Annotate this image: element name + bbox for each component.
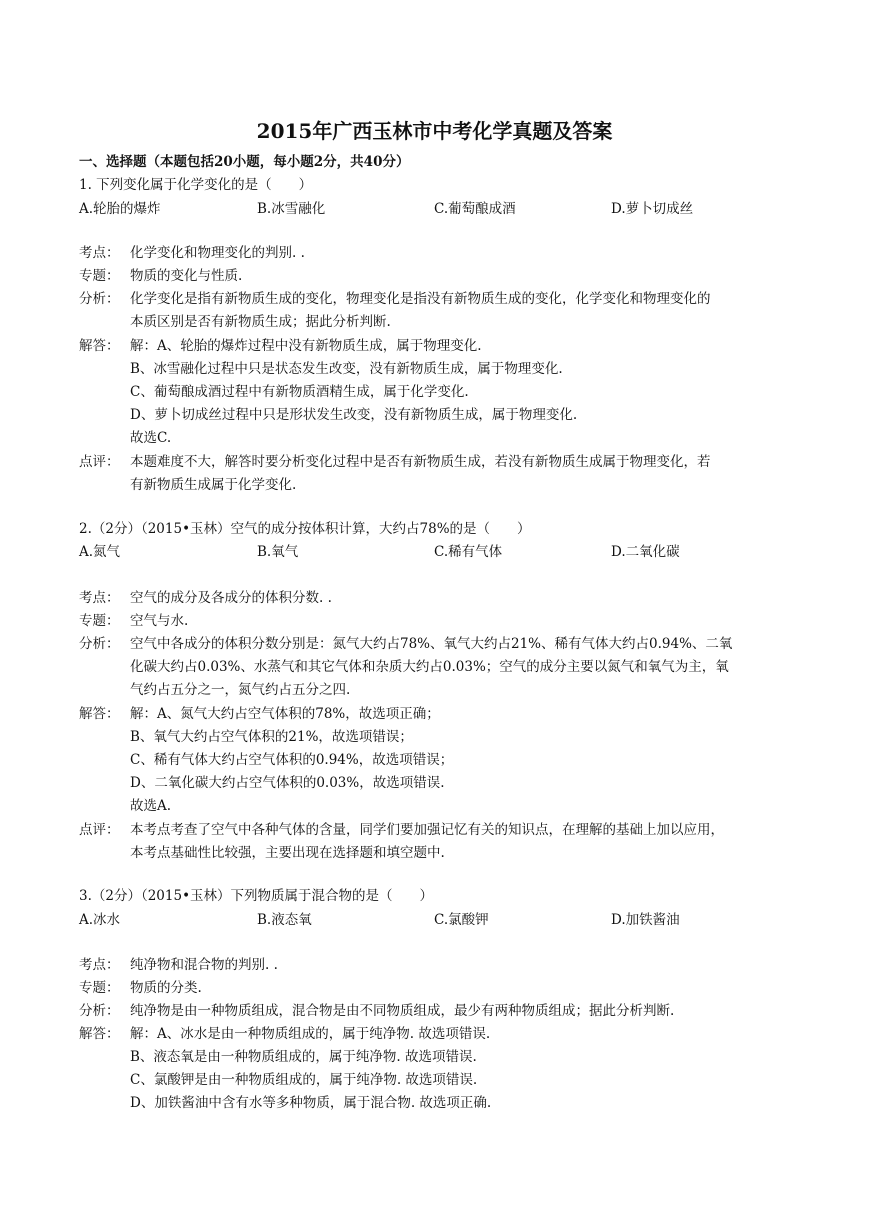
q2-dianping-label: 点评： (79, 822, 120, 838)
q1-option-d: D.萝卜切成丝 (611, 201, 694, 217)
q2-option-a: A.氮气 (79, 544, 121, 560)
q1-option-c: C.葡萄酿成酒 (434, 201, 516, 217)
q1-fenxi-label: 分析： (79, 291, 120, 307)
q2-option-d: D.二氧化碳 (611, 544, 680, 560)
q3-option-a: A.冰水 (79, 912, 121, 928)
q3-jieda-line1: 解：A、冰水是由一种物质组成的，属于纯净物. 故选项错误. (130, 1026, 491, 1042)
q1-jieda-line1: 解：A、轮胎的爆炸过程中没有新物质生成，属于物理变化. (130, 338, 482, 354)
q1-stem: 1. 下列变化属于化学变化的是（ ） (79, 177, 313, 193)
q2-jieda-line5: 故选A. (130, 798, 172, 814)
q3-jieda-label: 解答： (79, 1026, 120, 1042)
q1-fenxi-line1: 化学变化是指有新物质生成的变化，物理变化是指没有新物质生成的变化，化学变化和物理变化的 (130, 291, 711, 307)
q2-fenxi-label: 分析： (79, 636, 120, 652)
q1-zhuanti: 物质的变化与性质. (130, 268, 243, 284)
q1-dianping-label: 点评： (79, 454, 120, 470)
q1-jieda-line5: 故选C. (130, 430, 172, 446)
q1-fenxi-line2: 本质区别是否有新物质生成；据此分析判断. (130, 314, 391, 330)
q2-jieda-line3: C、稀有气体大约占空气体积的0.94%，故选项错误； (130, 752, 454, 768)
q3-zhuanti: 物质的分类. (130, 980, 202, 996)
q2-dianping-line1: 本考点考查了空气中各种气体的含量，同学们要加强记忆有关的知识点，在理解的基础上加以应用， (130, 822, 724, 838)
q2-zhuanti: 空气与水. (130, 613, 189, 629)
q3-fenxi-line1: 纯净物是由一种物质组成，混合物是由不同物质组成，最少有两种物质组成；据此分析判断. (130, 1003, 675, 1019)
page-title: 2015年广西玉林市中考化学真题及答案 (256, 119, 613, 143)
q3-option-b: B.液态氧 (257, 912, 312, 928)
q2-jieda-line1: 解：A、氮气大约占空气体积的78%，故选项正确； (130, 706, 440, 722)
q3-stem: 3.（2分）（2015•玉林）下列物质属于混合物的是（ ） (79, 888, 434, 904)
q3-kaodian: 纯净物和混合物的判别. . (130, 957, 278, 973)
q3-jieda-line4: D、加铁酱油中含有水等多种物质，属于混合物. 故选项正确. (130, 1095, 492, 1111)
q3-fenxi-label: 分析： (79, 1003, 120, 1019)
q1-jieda-line3: C、葡萄酿成酒过程中有新物质酒精生成，属于化学变化. (130, 384, 469, 400)
section-header: 一、选择题（本题包括20小题，每小题2分，共40分） (79, 154, 410, 170)
q2-jieda-line2: B、氧气大约占空气体积的21%，故选项错误； (130, 729, 413, 745)
q3-option-c: C.氯酸钾 (434, 912, 489, 928)
q2-jieda-label: 解答： (79, 706, 120, 722)
q1-jieda-line2: B、冰雪融化过程中只是状态发生改变，没有新物质生成，属于物理变化. (130, 361, 563, 377)
q3-jieda-line3: C、氯酸钾是由一种物质组成的，属于纯净物. 故选项错误. (130, 1072, 478, 1088)
q2-option-b: B.氧气 (257, 544, 299, 560)
q1-kaodian-label: 考点： (79, 245, 120, 261)
q3-jieda-line2: B、液态氧是由一种物质组成的，属于纯净物. 故选项错误. (130, 1049, 477, 1065)
q1-jieda-line4: D、萝卜切成丝过程中只是形状发生改变，没有新物质生成，属于物理变化. (130, 407, 578, 423)
q2-kaodian-label: 考点： (79, 590, 120, 606)
q2-dianping-line2: 本考点基础性比较强，主要出现在选择题和填空题中. (130, 845, 445, 861)
q1-option-b: B.冰雪融化 (257, 201, 326, 217)
q3-zhuanti-label: 专题： (79, 980, 120, 996)
q1-option-a: A.轮胎的爆炸 (79, 201, 161, 217)
q3-kaodian-label: 考点： (79, 957, 120, 973)
q2-kaodian: 空气的成分及各成分的体积分数. . (130, 590, 332, 606)
q3-option-d: D.加铁酱油 (611, 912, 680, 928)
q2-zhuanti-label: 专题： (79, 613, 120, 629)
q1-zhuanti-label: 专题： (79, 268, 120, 284)
q2-fenxi-line3: 气约占五分之一，氮气约占五分之四. (130, 682, 351, 698)
q1-jieda-label: 解答： (79, 338, 120, 354)
q2-stem: 2.（2分）（2015•玉林）空气的成分按体积计算，大约占78%的是（ ） (79, 521, 531, 537)
q1-dianping-line2: 有新物质生成属于化学变化. (130, 477, 297, 493)
q2-fenxi-line2: 化碳大约占0.03%、水蒸气和其它气体和杂质大约占0.03%；空气的成分主要以氮气和氧气为主，氧 (130, 659, 729, 675)
q2-fenxi-line1: 空气中各成分的体积分数分别是：氮气大约占78%、氧气大约占21%、稀有气体大约占0.94%、二氧 (130, 636, 733, 652)
q1-dianping-line1: 本题难度不大，解答时要分析变化过程中是否有新物质生成，若没有新物质生成属于物理变化，若 (130, 454, 711, 470)
q1-kaodian: 化学变化和物理变化的判别. . (130, 245, 305, 261)
q2-option-c: C.稀有气体 (434, 544, 503, 560)
q2-jieda-line4: D、二氧化碳大约占空气体积的0.03%，故选项错误. (130, 775, 445, 791)
